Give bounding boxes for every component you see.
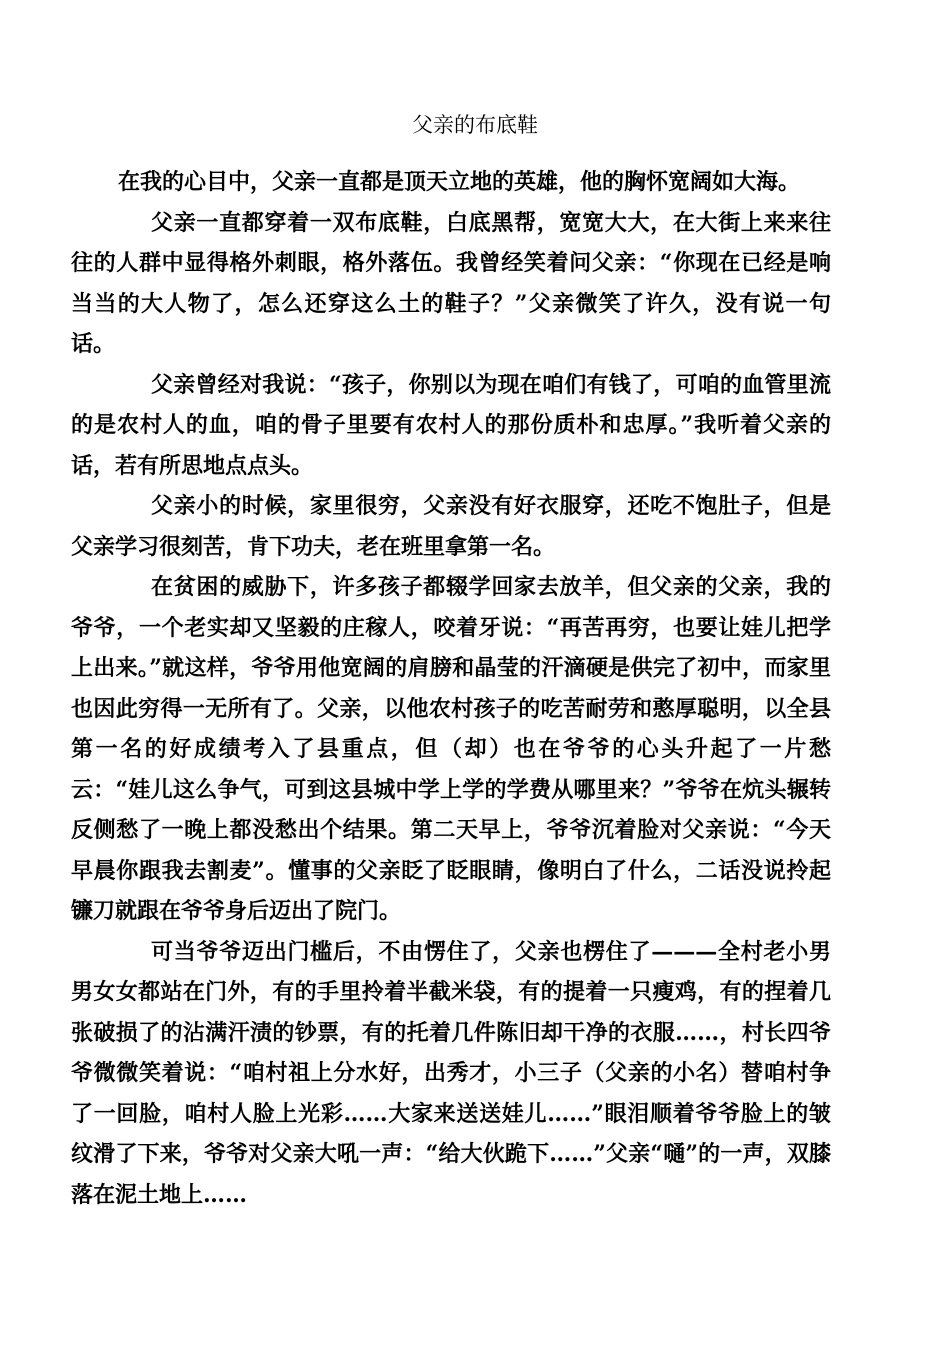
paragraph-4: 父亲小的时候，家里很穷，父亲没有好衣服穿，还吃不饱肚子，但是父亲学习很刻苦，肯下功夫，老在班里拿第一名。 <box>71 493 831 560</box>
paragraph-6: 可当爷爷迈出门槛后，不由愣住了，父亲也楞住了———全村老小男男女女都站在门外，有的手里拎着半截米袋，有的提着一只瘦鸡，有的捏着几张破损了的沾满汗渍的钞票，有的托着几件陈旧却干净的衣服……，村长四爷爷微微笑着说：“咱村祖上分水好，出秀才，小三子（父亲的小名）替咱村争了一回脸，咱村人脸上光彩……大家来送送娃儿……”眼泪顺着爷爷脸上的皱纹滑了下来，爷爷对父亲大吼一声：“给大伙跪下……”父亲“嗵”的一声，双膝落在泥土地上…… <box>71 938 831 1208</box>
paragraph-5: 在贫困的威胁下，许多孩子都辍学回家去放羊，但父亲的父亲，我的爷爷，一个老实却又坚毅的庄稼人，咬着牙说：“再苦再穷，也要让娃儿把学上出来。”就这样，爷爷用他宽阔的肩膀和晶莹的汗滴硬是供完了初中，而家里也因此穷得一无所有了。父亲，以他农村孩子的吃苦耐劳和憨厚聪明，以全县第一名的好成绩考入了县重点，但（却）也在爷爷的心头升起了一片愁云：“娃儿这么争气，可到这县城中学上学的学费从哪里来？”爷爷在炕头辗转反侧愁了一晚上都没愁出个结果。第二天早上，爷爷沉着脸对父亲说：“今天早晨你跟我去割麦”。懂事的父亲眨了眨眼睛，像明白了什么，二话没说拎起镰刀就跟在爷爷身后迈出了院门。 <box>71 574 831 924</box>
paragraph-3: 父亲曾经对我说：“孩子，你别以为现在咱们有钱了，可咱的血管里流的是农村人的血，咱的骨子里要有农村人的那份质朴和忠厚。”我听着父亲的话，若有所思地点点头。 <box>71 371 831 479</box>
document-title: 父亲的布底鞋 <box>412 113 538 137</box>
document-body <box>71 162 831 1215</box>
paragraph-2: 父亲一直都穿着一双布底鞋，白底黑帮，宽宽大大，在大街上来来往往的人群中显得格外刺眼，格外落伍。我曾经笑着问父亲：“你现在已经是响当当的大人物了，怎么还穿这么土的鞋子？”父亲微笑了许久，没有说一句话。 <box>71 209 831 357</box>
paragraph-1: 在我的心目中，父亲一直都是顶天立地的英雄，他的胸怀宽阔如大海。 <box>118 169 801 195</box>
